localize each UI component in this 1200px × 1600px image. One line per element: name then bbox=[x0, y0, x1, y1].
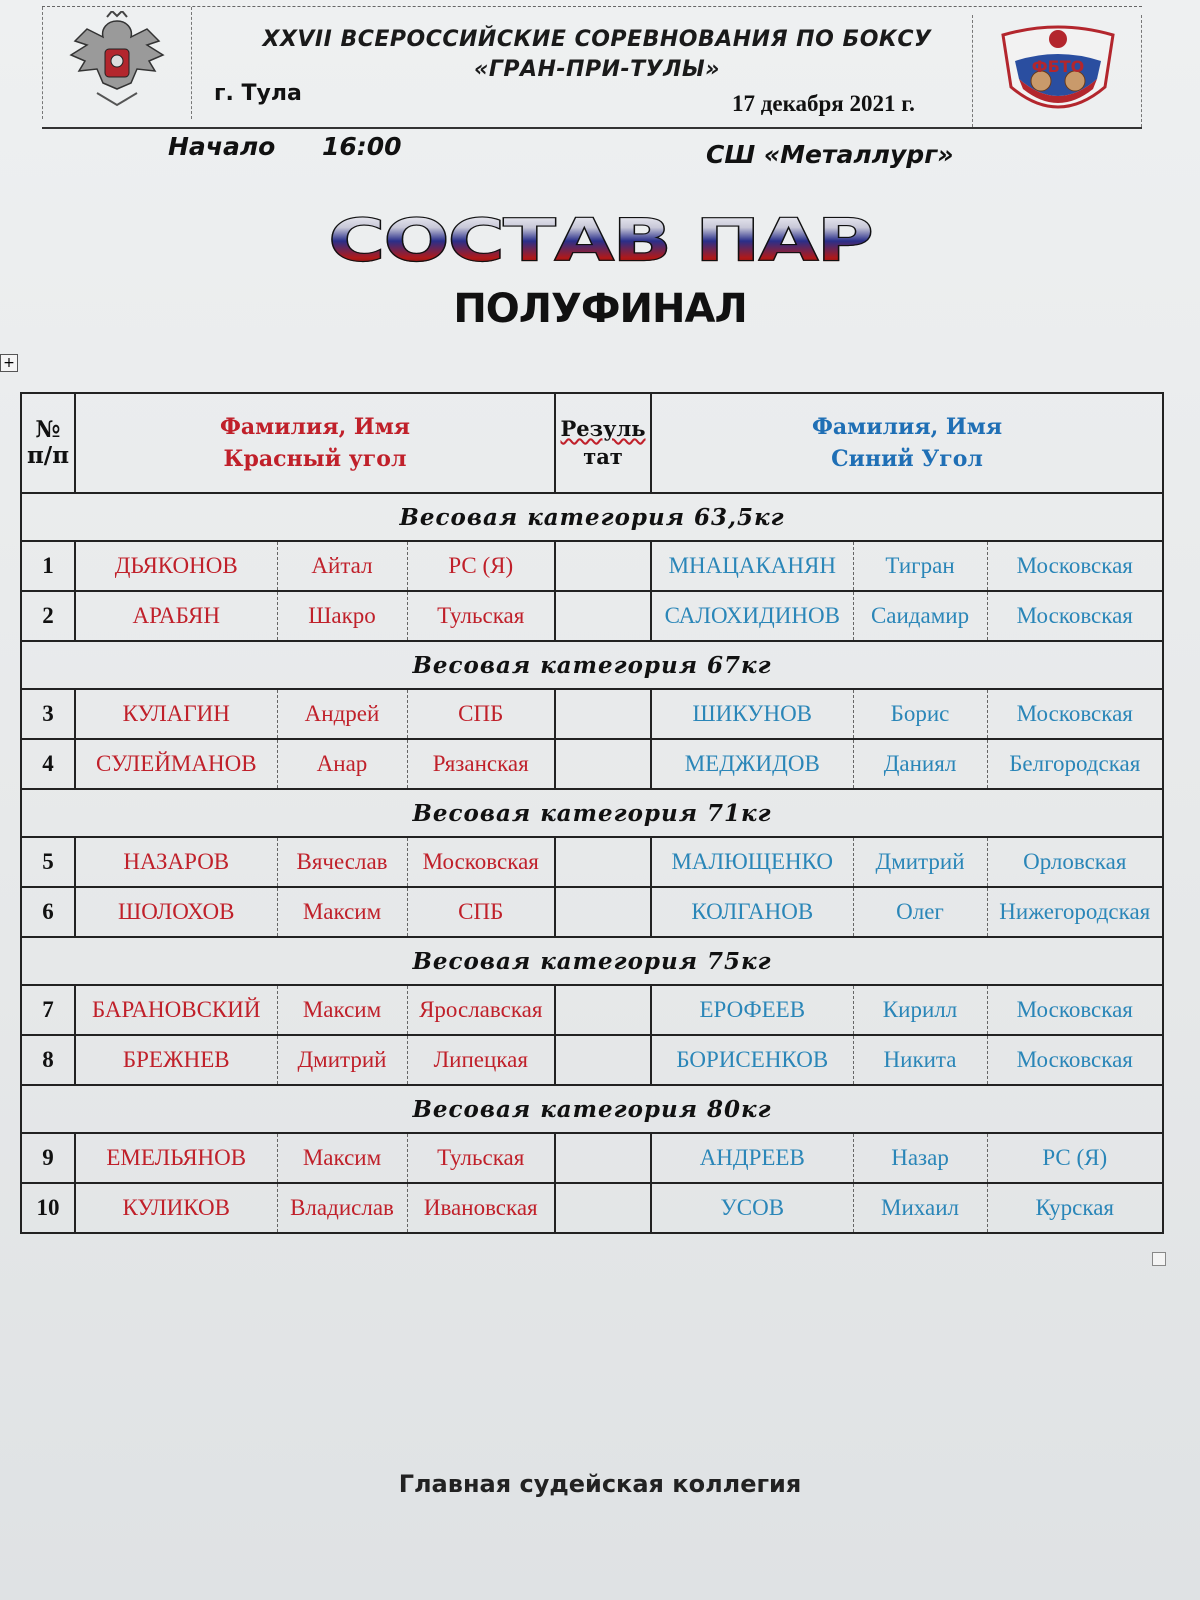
blue-region-cell: Нижегородская bbox=[987, 887, 1163, 937]
pair-number: 8 bbox=[21, 1035, 75, 1085]
footer-signature: Главная судейская коллегия bbox=[398, 1470, 802, 1498]
event-title-line2: «ГРАН-ПРИ-ТУЛЫ» bbox=[474, 57, 720, 82]
blue-name-cell: Олег bbox=[853, 887, 987, 937]
pairs-table bbox=[20, 392, 1164, 1234]
pair-row bbox=[21, 739, 1163, 789]
red-surname-cell: БАРАНОВСКИЙ bbox=[75, 985, 277, 1035]
result-cell[interactable] bbox=[555, 541, 651, 591]
result-cell[interactable] bbox=[555, 837, 651, 887]
result-cell[interactable] bbox=[555, 1183, 651, 1233]
pair-row bbox=[21, 689, 1163, 739]
venue: СШ «Металлург» bbox=[706, 140, 954, 169]
blue-surname-cell: МЕДЖИДОВ bbox=[651, 739, 853, 789]
emblem-cell bbox=[42, 7, 192, 119]
weight-category-label: Весовая категория 71кг bbox=[21, 789, 1163, 837]
pair-row bbox=[21, 1183, 1163, 1233]
blue-name-cell: Дмитрий bbox=[853, 837, 987, 887]
weight-category-label: Весовая категория 80кг bbox=[21, 1085, 1163, 1133]
blue-region-cell: Орловская bbox=[987, 837, 1163, 887]
red-surname-cell: АРАБЯН bbox=[75, 591, 277, 641]
red-name-cell: Дмитрий bbox=[277, 1035, 407, 1085]
red-region-cell: Тульская bbox=[407, 1133, 555, 1183]
weight-category-row bbox=[21, 641, 1163, 689]
result-cell[interactable] bbox=[555, 1133, 651, 1183]
red-name-cell: Максим bbox=[277, 985, 407, 1035]
federation-logo-cell bbox=[972, 15, 1142, 127]
red-name-cell: Максим bbox=[277, 887, 407, 937]
red-region-cell: СПБ bbox=[407, 689, 555, 739]
red-name-cell: Максим bbox=[277, 1133, 407, 1183]
red-region-cell: Московская bbox=[407, 837, 555, 887]
red-surname-cell: КУЛИКОВ bbox=[75, 1183, 277, 1233]
blue-region-cell: РС (Я) bbox=[987, 1133, 1163, 1183]
header-blue-line2: Синий Угол bbox=[831, 446, 983, 472]
blue-surname-cell: ЕРОФЕЕВ bbox=[651, 985, 853, 1035]
red-surname-cell: ДЬЯКОНОВ bbox=[75, 541, 277, 591]
red-name-cell: Айтал bbox=[277, 541, 407, 591]
pair-number: 1 bbox=[21, 541, 75, 591]
blue-surname-cell: МАЛЮЩЕНКО bbox=[651, 837, 853, 887]
pair-row bbox=[21, 541, 1163, 591]
blue-region-cell: Курская bbox=[987, 1183, 1163, 1233]
weight-category-row bbox=[21, 789, 1163, 837]
pair-row bbox=[21, 985, 1163, 1035]
blue-name-cell: Саидамир bbox=[853, 591, 987, 641]
pair-row bbox=[21, 887, 1163, 937]
pair-number: 4 bbox=[21, 739, 75, 789]
result-cell[interactable] bbox=[555, 591, 651, 641]
result-cell[interactable] bbox=[555, 689, 651, 739]
red-name-cell: Андрей bbox=[277, 689, 407, 739]
pair-row bbox=[21, 1035, 1163, 1085]
blue-name-cell: Тигран bbox=[853, 541, 987, 591]
result-cell[interactable] bbox=[555, 739, 651, 789]
blue-surname-cell: МНАЦАКАНЯН bbox=[651, 541, 853, 591]
start-label: Начало bbox=[168, 132, 276, 161]
weight-category-label: Весовая категория 75кг bbox=[21, 937, 1163, 985]
blue-surname-cell: АНДРЕЕВ bbox=[651, 1133, 853, 1183]
blue-region-cell: Белгородская bbox=[987, 739, 1163, 789]
table-header-row bbox=[21, 393, 1163, 493]
red-region-cell: Ивановская bbox=[407, 1183, 555, 1233]
table-move-handle-icon[interactable]: + bbox=[0, 354, 18, 372]
blue-region-cell: Московская bbox=[987, 689, 1163, 739]
header-result-line1: Резуль bbox=[560, 416, 646, 441]
weight-category-row bbox=[21, 937, 1163, 985]
blue-name-cell: Борис bbox=[853, 689, 987, 739]
red-surname-cell: НАЗАРОВ bbox=[75, 837, 277, 887]
blue-region-cell: Московская bbox=[987, 1035, 1163, 1085]
blue-name-cell: Кирилл bbox=[853, 985, 987, 1035]
result-cell[interactable] bbox=[555, 1035, 651, 1085]
red-name-cell: Шакро bbox=[277, 591, 407, 641]
document-title: СОСТАВ ПАР bbox=[0, 207, 1200, 275]
blue-region-cell: Московская bbox=[987, 985, 1163, 1035]
blue-name-cell: Назар bbox=[853, 1133, 987, 1183]
result-cell[interactable] bbox=[555, 887, 651, 937]
header-red-line1: Фамилия, Имя bbox=[219, 414, 411, 440]
pair-number: 7 bbox=[21, 985, 75, 1035]
weight-category-row bbox=[21, 1085, 1163, 1133]
red-surname-cell: СУЛЕЙМАНОВ bbox=[75, 739, 277, 789]
blue-region-cell: Московская bbox=[987, 541, 1163, 591]
red-region-cell: РС (Я) bbox=[407, 541, 555, 591]
red-surname-cell: ШОЛОХОВ bbox=[75, 887, 277, 937]
event-city: г. Тула bbox=[214, 81, 302, 106]
red-surname-cell: БРЕЖНЕВ bbox=[75, 1035, 277, 1085]
red-region-cell: СПБ bbox=[407, 887, 555, 937]
blue-surname-cell: БОРИСЕНКОВ bbox=[651, 1035, 853, 1085]
event-title-line1: XXVII ВСЕРОССИЙСКИЕ СОРЕВНОВАНИЯ ПО БОКСУ bbox=[262, 27, 932, 52]
pair-number: 2 bbox=[21, 591, 75, 641]
blue-surname-cell: САЛОХИДИНОВ bbox=[651, 591, 853, 641]
pair-number: 6 bbox=[21, 887, 75, 937]
russia-eagle-emblem-icon bbox=[57, 11, 177, 111]
pair-number: 9 bbox=[21, 1133, 75, 1183]
blue-region-cell: Московская bbox=[987, 591, 1163, 641]
header-number: № п/п bbox=[21, 393, 75, 493]
red-region-cell: Ярославская bbox=[407, 985, 555, 1035]
header-red-corner bbox=[75, 393, 555, 493]
weight-category-label: Весовая категория 67кг bbox=[21, 641, 1163, 689]
document-header bbox=[42, 6, 1142, 129]
header-result bbox=[555, 393, 651, 493]
pair-row bbox=[21, 1133, 1163, 1183]
start-time: 16:00 bbox=[322, 132, 402, 161]
header-blue-line1: Фамилия, Имя bbox=[811, 414, 1003, 440]
blue-surname-cell: ШИКУНОВ bbox=[651, 689, 853, 739]
pair-number: 3 bbox=[21, 689, 75, 739]
red-region-cell: Липецкая bbox=[407, 1035, 555, 1085]
pair-number: 5 bbox=[21, 837, 75, 887]
weight-category-label: Весовая категория 63,5кг bbox=[21, 493, 1163, 541]
red-name-cell: Владислав bbox=[277, 1183, 407, 1233]
red-region-cell: Рязанская bbox=[407, 739, 555, 789]
blue-surname-cell: УСОВ bbox=[651, 1183, 853, 1233]
header-result-line2: тат bbox=[583, 444, 623, 469]
red-surname-cell: ЕМЕЛЬЯНОВ bbox=[75, 1133, 277, 1183]
event-date: 17 декабря 2021 г. bbox=[732, 91, 915, 116]
red-name-cell: Анар bbox=[277, 739, 407, 789]
blue-name-cell: Никита bbox=[853, 1035, 987, 1085]
pair-row bbox=[21, 837, 1163, 887]
document-subtitle: ПОЛУФИНАЛ bbox=[453, 286, 747, 332]
pair-number: 10 bbox=[21, 1183, 75, 1233]
weight-category-row bbox=[21, 493, 1163, 541]
blue-name-cell: Даниял bbox=[853, 739, 987, 789]
header-blue-corner bbox=[651, 393, 1163, 493]
header-red-line2: Красный угол bbox=[223, 446, 407, 472]
result-cell[interactable] bbox=[555, 985, 651, 1035]
pair-row bbox=[21, 591, 1163, 641]
red-surname-cell: КУЛАГИН bbox=[75, 689, 277, 739]
blue-name-cell: Михаил bbox=[853, 1183, 987, 1233]
red-name-cell: Вячеслав bbox=[277, 837, 407, 887]
federation-logo-text: ФБТО bbox=[1031, 57, 1085, 76]
table-resize-handle[interactable] bbox=[1152, 1252, 1166, 1266]
blue-surname-cell: КОЛГАНОВ bbox=[651, 887, 853, 937]
boxing-federation-logo-icon bbox=[993, 17, 1123, 125]
red-region-cell: Тульская bbox=[407, 591, 555, 641]
